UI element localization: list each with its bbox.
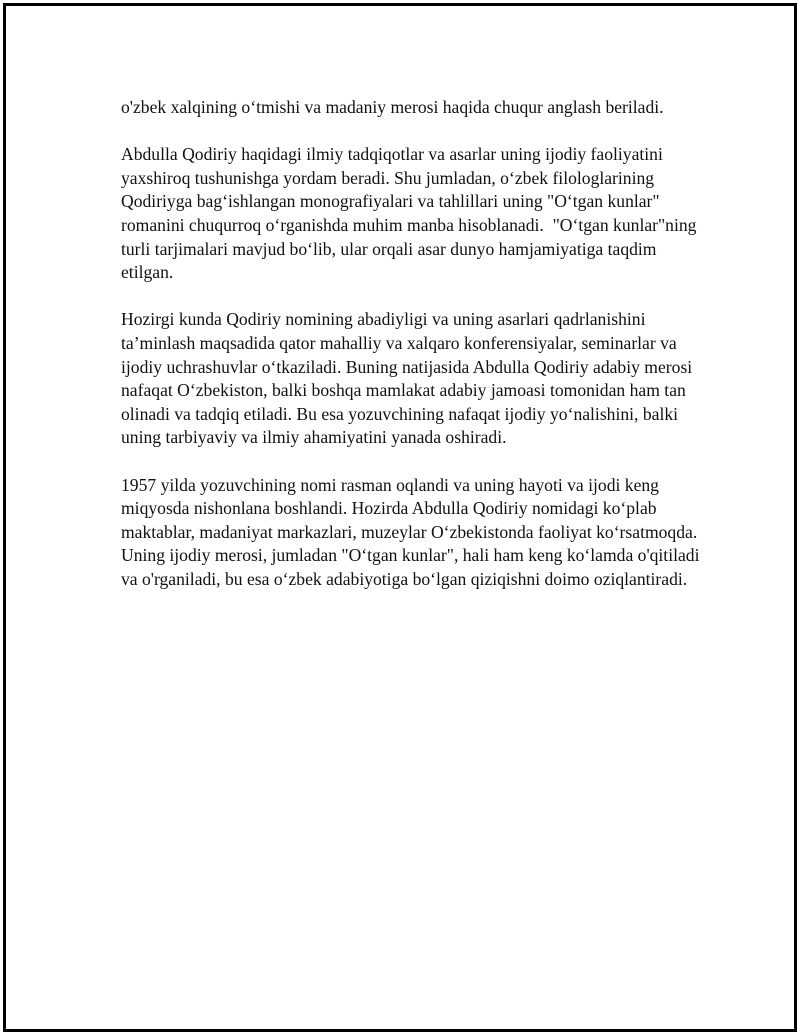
paragraph-1: o'zbek xalqining o‘tmishi va madaniy merosi haqida chuqur anglash beriladi. xyxy=(121,97,664,117)
paragraph-2: Abdulla Qodiriy haqidagi ilmiy tadqiqotlar va asarlar uning ijodiy faoliyatini yaxshiroq tushunishga yordam beradi. Shu jumladan, o‘zbek filologlarining Qodiriyga bag‘ishlangan monografiyalari va tahlillari uning "O‘tgan kunlar" romanini chuqurroq o‘rganishda muhim manba hisoblanadi. "O‘tgan kunlar"ning turli tarjimalari mavjud bo‘lib, ular orqali asar dunyo hamjamiyatiga taqdim etilgan. xyxy=(121,144,701,283)
paragraph-3: Hozirgi kunda Qodiriy nomining abadiyligi va uning asarlari qadrlanishini ta’minlash maqsadida qator mahalliy va xalqaro konferensiyalar, seminarlar va ijodiy uchrashuvlar o‘tkaziladi. Buning natijasida Abdulla Qodiriy adabiy merosi nafaqat O‘zbekiston, balki boshqa mamlakat adabiy jamoasi tomonidan ham tan olinadi va tadqiq etiladi. Bu esa yozuvchining nafaqat ijodiy yo‘nalishini, balki uning tarbiyaviy va ilmiy ahamiyatini yanada oshiradi. xyxy=(121,309,697,448)
document-page xyxy=(3,3,797,1032)
document-body xyxy=(121,96,706,615)
paragraph-4: 1957 yilda yozuvchining nomi rasman oqlandi va uning hayoti va ijodi keng miqyosda nishonlana boshlandi. Hozirda Abdulla Qodiriy nomidagi ko‘plab maktablar, madaniyat markazlari, muzeylar O‘zbekistonda faoliyat ko‘rsatmoqda. Uning ijodiy merosi, jumladan "O‘tgan kunlar", hali ham keng ko‘lamda o'qitiladi va o'rganiladi, bu esa o‘zbek adabiyotiga bo‘lgan qiziqishni doimo oziqlantiradi. xyxy=(121,474,704,589)
